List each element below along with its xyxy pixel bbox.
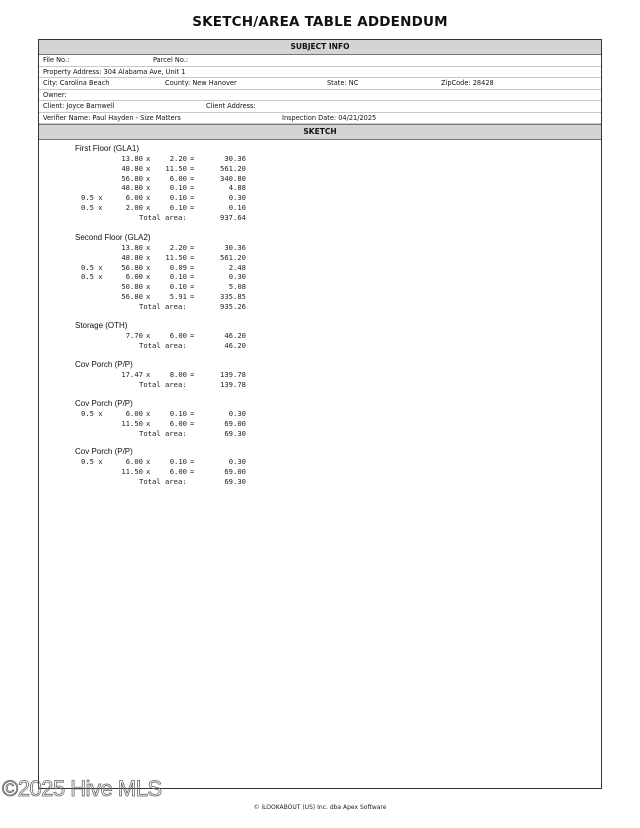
dimension-b: 5.91 [169, 291, 187, 301]
dimension-b: 11.50 [165, 163, 187, 173]
area-calc-row [75, 467, 285, 477]
county-field: County: New Hanover [165, 79, 237, 87]
multiply-sign: x [146, 154, 151, 163]
total-area-row [75, 341, 285, 351]
area-calc-row [75, 282, 285, 292]
dimension-b: 0.10 [169, 457, 187, 466]
total-area-row [75, 429, 285, 439]
area-calc-row [75, 292, 285, 302]
multiply-sign: x [146, 409, 151, 418]
total-area-value: 46.20 [224, 340, 246, 350]
equals-sign: = [190, 291, 195, 301]
dimension-a: 50.80 [121, 282, 143, 292]
multiply-sign: x [146, 466, 151, 476]
equals-sign: = [190, 163, 195, 173]
total-area-value: 937.64 [220, 212, 246, 222]
multiply-sign: x [146, 202, 151, 212]
area-calc-row [75, 193, 285, 203]
multiply-sign: x [146, 291, 151, 301]
row-area: 0.30 [228, 409, 246, 418]
equals-sign: = [190, 272, 195, 282]
dimension-b: 0.10 [169, 193, 187, 203]
section-title: First Floor (GLA1) [75, 144, 140, 153]
dimension-b: 0.10 [169, 272, 187, 282]
area-calc-row [75, 203, 285, 213]
multiply-sign: x [146, 173, 151, 183]
row-area: 69.00 [224, 418, 246, 428]
area-calc-row [75, 243, 285, 253]
half-factor: 0.5 x [81, 202, 103, 212]
equals-sign: = [190, 183, 195, 193]
parcel-no-field: Parcel No.: [153, 56, 189, 64]
multiply-sign: x [146, 193, 151, 203]
equals-sign: = [190, 252, 195, 262]
dimension-b: 2.20 [169, 243, 187, 252]
dimension-a: 2.00 [125, 202, 143, 212]
half-factor: 0.5 x [81, 272, 103, 282]
dimension-b: 0.09 [169, 262, 187, 272]
dimension-b: 11.50 [165, 252, 187, 262]
total-area-value: 69.30 [224, 476, 246, 486]
dimension-a: 56.80 [121, 262, 143, 272]
sketch-area-table [39, 140, 601, 740]
dimension-a: 11.50 [121, 418, 143, 428]
multiply-sign: x [146, 272, 151, 282]
row-area: 561.20 [220, 252, 246, 262]
area-calc-row [75, 174, 285, 184]
area-calc-row [75, 331, 285, 341]
half-factor: 0.5 x [81, 193, 103, 203]
dimension-b: 0.10 [169, 202, 187, 212]
file-no-field: File No.: [43, 56, 70, 64]
dimension-b: 6.00 [169, 466, 187, 476]
subject-row-client [39, 101, 601, 113]
sketch-section [75, 360, 285, 390]
total-area-label: Total area: [139, 301, 187, 311]
total-area-row [75, 477, 285, 487]
row-area: 335.85 [220, 291, 246, 301]
equals-sign: = [190, 154, 195, 163]
area-calc-row [75, 154, 285, 164]
subject-row-address [39, 67, 601, 79]
row-area: 46.20 [224, 331, 246, 340]
row-area: 0.30 [228, 193, 246, 203]
area-calc-row [75, 419, 285, 429]
row-area: 340.80 [220, 173, 246, 183]
dimension-a: 7.70 [125, 331, 143, 340]
page-title: SKETCH/AREA TABLE ADDENDUM [192, 14, 448, 30]
client-field: Client: Joyce Barnwell [43, 102, 115, 110]
row-area: 5.08 [228, 282, 246, 292]
multiply-sign: x [146, 252, 151, 262]
total-area-row [75, 380, 285, 390]
row-area: 0.10 [228, 202, 246, 212]
row-area: 0.30 [228, 272, 246, 282]
equals-sign: = [190, 202, 195, 212]
equals-sign: = [190, 418, 195, 428]
verifier-field: Verifier Name: Paul Hayden - Size Matters [43, 113, 181, 122]
row-area: 4.88 [228, 183, 246, 193]
dimension-b: 6.00 [169, 331, 187, 340]
area-calc-row [75, 253, 285, 263]
equals-sign: = [190, 370, 195, 379]
dimension-a: 13.80 [121, 154, 143, 163]
total-area-label: Total area: [139, 379, 187, 389]
area-calc-row [75, 263, 285, 273]
inspection-date-field: Inspection Date: 04/21/2025 [282, 113, 377, 122]
half-factor: 0.5 x [81, 457, 103, 466]
multiply-sign: x [146, 418, 151, 428]
dimension-a: 6.00 [125, 457, 143, 466]
dimension-a: 48.80 [121, 163, 143, 173]
sketch-section [75, 321, 285, 351]
total-area-row [75, 302, 285, 312]
dimension-b: 0.10 [169, 409, 187, 418]
equals-sign: = [190, 193, 195, 203]
section-title: Cov Porch (P/P) [75, 399, 133, 408]
city-field: City: Carolina Beach [43, 79, 110, 87]
dimension-a: 48.80 [121, 252, 143, 262]
row-area: 0.30 [228, 457, 246, 466]
dimension-a: 56.80 [121, 291, 143, 301]
row-area: 30.36 [224, 243, 246, 252]
dimension-a: 6.00 [125, 193, 143, 203]
area-calc-row [75, 183, 285, 193]
subject-row-verifier [39, 113, 601, 125]
row-area: 139.78 [220, 370, 246, 379]
property-address-field: Property Address: 304 Alabama Ave, Unit 1 [43, 67, 186, 76]
row-area: 30.36 [224, 154, 246, 163]
area-calc-row [75, 272, 285, 282]
dimension-a: 11.50 [121, 466, 143, 476]
subject-info-heading: SUBJECT INFO [39, 40, 601, 55]
total-area-label: Total area: [139, 340, 187, 350]
row-area: 69.00 [224, 466, 246, 476]
subject-row-file [39, 55, 601, 67]
total-area-value: 139.78 [220, 379, 246, 389]
dimension-a: 56.80 [121, 173, 143, 183]
footer-copyright: © iLOOKABOUT (US) Inc. dba Apex Software [253, 804, 387, 811]
row-area: 561.20 [220, 163, 246, 173]
area-calc-row [75, 409, 285, 419]
row-area: 2.48 [228, 262, 246, 272]
equals-sign: = [190, 262, 195, 272]
half-factor: 0.5 x [81, 262, 103, 272]
section-title: Second Floor (GLA2) [75, 233, 151, 242]
area-calc-row [75, 164, 285, 174]
sketch-section [75, 399, 285, 438]
dimension-a: 6.00 [125, 409, 143, 418]
dimension-b: 6.00 [169, 418, 187, 428]
sketch-section [75, 447, 285, 486]
dimension-a: 48.80 [121, 183, 143, 193]
section-title: Cov Porch (P/P) [75, 360, 133, 369]
sketch-heading: SKETCH [39, 124, 601, 140]
total-area-label: Total area: [139, 212, 187, 222]
section-title: Cov Porch (P/P) [75, 447, 133, 456]
multiply-sign: x [146, 183, 151, 193]
area-calc-row [75, 370, 285, 380]
sketch-section [75, 144, 285, 223]
dimension-b: 6.00 [169, 173, 187, 183]
multiply-sign: x [146, 262, 151, 272]
multiply-sign: x [146, 457, 151, 466]
equals-sign: = [190, 243, 195, 252]
dimension-b: 2.20 [169, 154, 187, 163]
dimension-b: 0.10 [169, 183, 187, 193]
section-title: Storage (OTH) [75, 321, 128, 330]
equals-sign: = [190, 457, 195, 466]
zipcode-field: ZipCode: 28428 [441, 79, 494, 87]
watermark: ©2025 Hive MLS [2, 776, 162, 801]
dimension-a: 6.00 [125, 272, 143, 282]
multiply-sign: x [146, 282, 151, 292]
dimension-a: 17.47 [121, 370, 143, 379]
dimension-b: 8.00 [169, 370, 187, 379]
area-calc-row [75, 457, 285, 467]
total-area-label: Total area: [139, 428, 187, 438]
equals-sign: = [190, 409, 195, 418]
equals-sign: = [190, 173, 195, 183]
equals-sign: = [190, 282, 195, 292]
subject-row-owner [39, 90, 601, 102]
equals-sign: = [190, 331, 195, 340]
subject-row-location [39, 78, 601, 90]
sketch-section [75, 233, 285, 312]
state-field: State: NC [327, 79, 359, 87]
total-area-value: 69.30 [224, 428, 246, 438]
half-factor: 0.5 x [81, 409, 103, 418]
total-area-value: 935.26 [220, 301, 246, 311]
client-address-field: Client Address: [206, 102, 256, 110]
addendum-frame [38, 39, 602, 789]
owner-field: Owner: [43, 90, 67, 99]
total-area-row [75, 213, 285, 223]
multiply-sign: x [146, 243, 151, 252]
multiply-sign: x [146, 370, 151, 379]
multiply-sign: x [146, 163, 151, 173]
multiply-sign: x [146, 331, 151, 340]
total-area-label: Total area: [139, 476, 187, 486]
dimension-a: 13.80 [121, 243, 143, 252]
equals-sign: = [190, 466, 195, 476]
dimension-b: 0.10 [169, 282, 187, 292]
